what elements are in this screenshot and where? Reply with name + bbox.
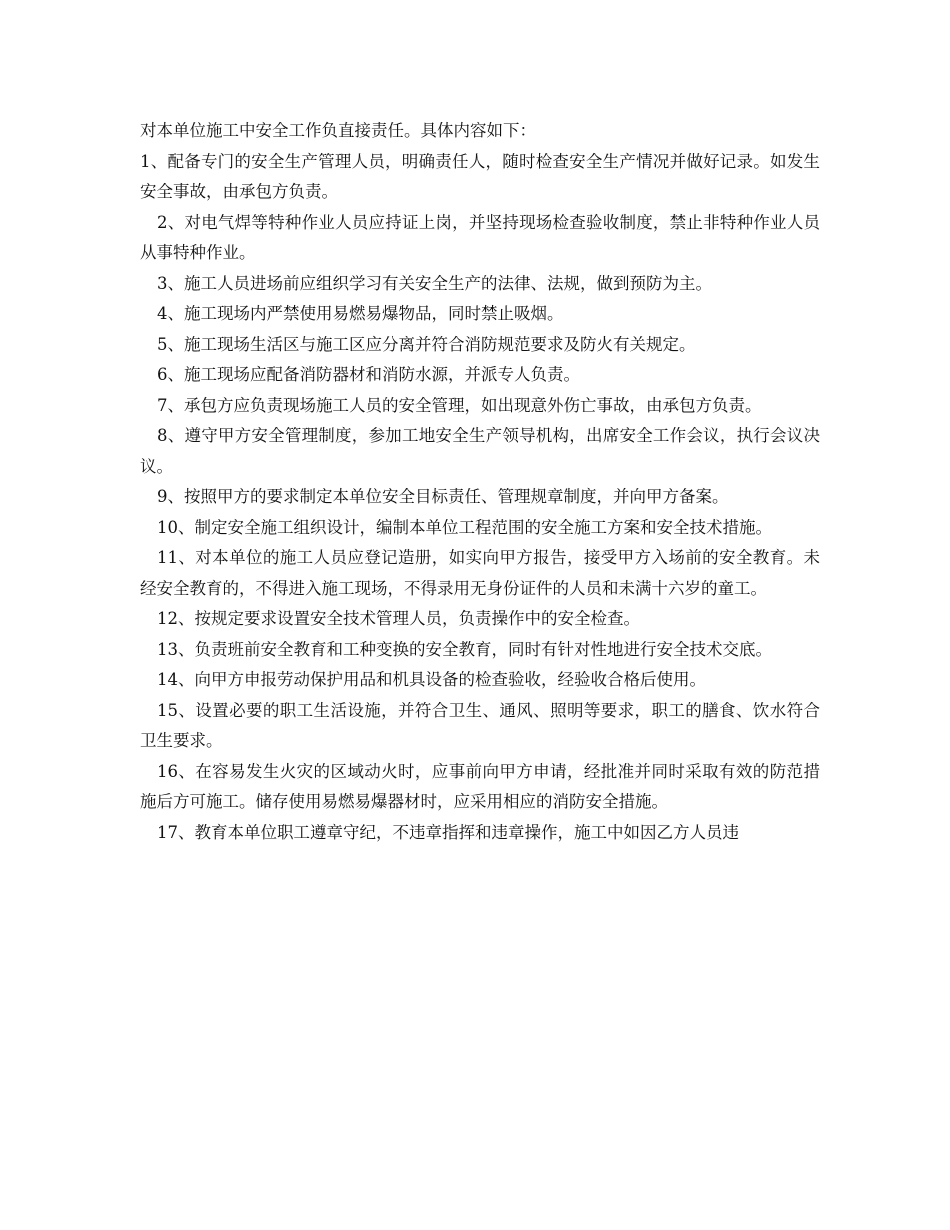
paragraph-item-9: 9、按照甲方的要求制定本单位安全目标责任、管理规章制度，并向甲方备案。 xyxy=(157,487,729,506)
paragraph-item-11: 11、对本单位的施工人员应登记造册，如实向甲方报告，接受甲方入场前的安全教育。未经安全教育的，不得进入施工现场，不得录用无身份证件的人员和未满十六岁的童工。 xyxy=(140,548,820,598)
document-body xyxy=(140,116,820,848)
paragraph-item-17: 17、教育本单位职工遵章守纪，不违章指挥和违章操作，施工中如因乙方人员违 xyxy=(157,822,739,842)
paragraph-item-7: 7、承包方应负责现场施工人员的安全管理，如出现意外伤亡事故，由承包方负责。 xyxy=(157,395,762,415)
paragraph-item-1: 1、配备专门的安全生产管理人员，明确责任人，随时检查安全生产情况并做好记录。如发生安全事故，由承包方负责。 xyxy=(140,151,820,201)
paragraph-item-5: 5、施工现场生活区与施工区应分离并符合消防规范要求及防火有关规定。 xyxy=(157,334,696,354)
paragraph-item-14: 14、向甲方申报劳动保护用品和机具设备的检查验收，经验收合格后使用。 xyxy=(157,670,706,689)
paragraph-item-12: 12、按规定要求设置安全技术管理人员，负责操作中的安全检查。 xyxy=(157,609,640,628)
paragraph-item-13: 13、负责班前安全教育和工种变换的安全教育，同时有针对性地进行安全技术交底。 xyxy=(157,639,772,659)
paragraph-item-10: 10、制定安全施工组织设计，编制本单位工程范围的安全施工方案和安全技术措施。 xyxy=(157,517,772,537)
paragraph-item-15: 15、设置必要的职工生活设施，并符合卫生、通风、照明等要求，职工的膳食、饮水符合卫生要求。 xyxy=(140,700,820,750)
paragraph-item-8: 8、遵守甲方安全管理制度，参加工地安全生产领导机构，出席安全工作会议，执行会议决议。 xyxy=(140,426,820,476)
paragraph-item-6: 6、施工现场应配备消防器材和消防水源，并派专人负责。 xyxy=(157,365,580,384)
paragraph-intro: 对本单位施工中安全工作负直接责任。具体内容如下： xyxy=(140,121,536,140)
paragraph-item-3: 3、施工人员进场前应组织学习有关安全生产的法律、法规，做到预防为主。 xyxy=(157,273,712,293)
paragraph-item-16: 16、在容易发生火灾的区域动火时，应事前向甲方申请，经批准并同时采取有效的防范措施后方可施工。储存使用易燃易爆器材时，应采用相应的消防安全措施。 xyxy=(140,761,820,811)
paragraph-item-4: 4、施工现场内严禁使用易燃易爆物品，同时禁止吸烟。 xyxy=(157,304,564,323)
paragraph-item-2: 2、对电气焊等特种作业人员应持证上岗，并坚持现场检查验收制度，禁止非特种作业人员从事特种作业。 xyxy=(140,212,820,262)
